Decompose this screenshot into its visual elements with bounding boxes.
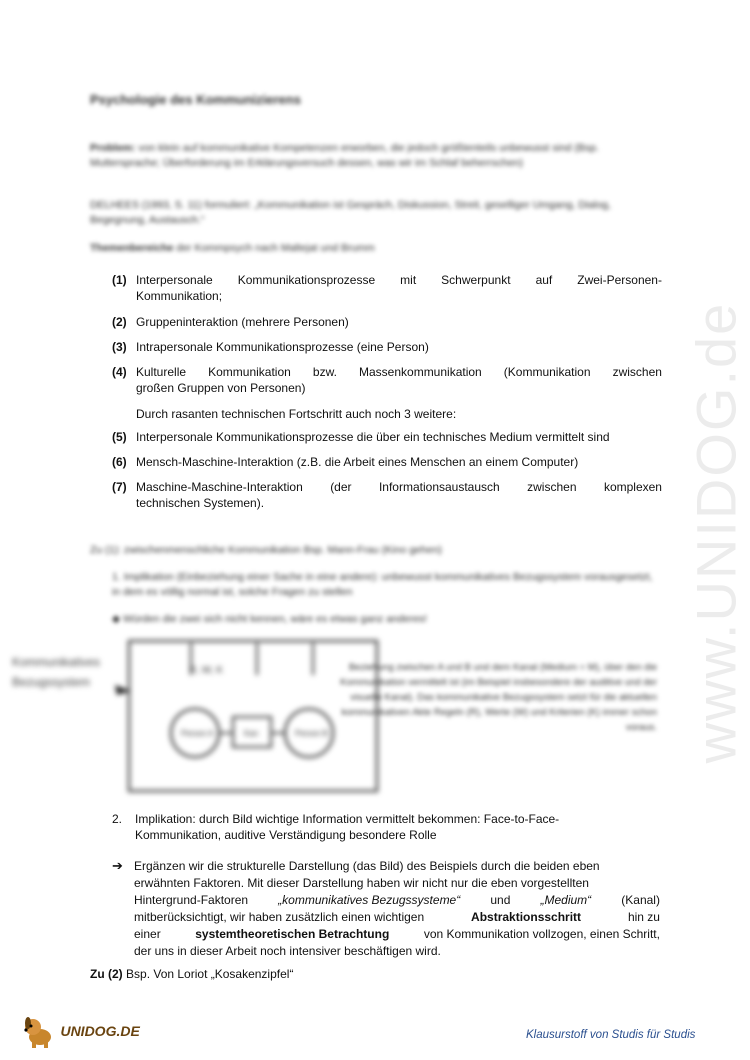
word: Zwei-Personen- [577,273,662,287]
word: Informationsaustausch [378,480,500,494]
item-number: (5) [112,430,127,444]
rwk-label: R, W, K [189,665,223,676]
zu1-implikation [112,570,660,600]
zu2-line [90,967,293,981]
dog-icon [22,1015,56,1049]
zu1-heading: Zu (1): zwischenmenschliche Kommunikation Bsp. Mann-Frau (Kino gehen) [90,544,442,556]
list-item [112,314,662,330]
para-line: Hintergrund-Faktoren „kommunikatives Bezugssysteme“ und „Medium“ (Kanal) [134,893,660,907]
person-b-label: Person B [295,729,328,738]
list-item [112,272,662,304]
word: Massenkommunikation [359,365,482,379]
list-item [112,364,662,396]
word: Maschine-Maschine-Interaktion [136,480,303,494]
problem-paragraph [90,141,658,171]
watermark-text: www.UNIDOG.de [684,301,748,764]
item-line [136,272,662,288]
item-text: Durch rasanten technischen Fortschritt auch noch 3 weitere: [136,407,457,421]
problem-text: von klein auf kommunikative Kompetenzen erworben, die jedoch größtenteils unbewusst sind (Bsp. Muttersprache; Überforderung im Erklärungsversuch dessen, was wir im Schlaf beherrschen) [90,142,599,169]
word: auf [535,273,553,287]
list-note [112,406,662,422]
implikation-2 [112,811,662,843]
word: (Kommunikation [503,365,591,379]
word: komplexen [603,480,662,494]
list-item [112,454,662,470]
item-line [136,364,662,380]
delhees-quote: DELHEES (1993, S. 11) formuliert: „Kommunikation ist Gespräch, Diskussion, Streit, geselliger Umgang, Dialog, Begegnung, Austausch.“ [90,199,611,226]
diagram-caption: Beziehung zwischen A und B und dem Kanal (Medium = M), über den die Kommunikation vermittelt ist (im Beispiel insbesondere der auditive und der visuelle Kanal). Das kommunikative Bezugssystem setzt für die aktuellen kommunikativen Akte Regeln (R), Werte (W) und Kriterien (K) immer schon voraus. [340,662,657,733]
list-item [112,429,662,445]
word: (der [330,480,352,494]
zu1-bullet [112,612,660,627]
item-line: technischen Systemen). [136,496,265,510]
list-item [112,339,662,355]
para-line: erwähnten Faktoren. Mit dieser Darstellung haben wir nicht nur die eben vorgestellten [134,876,589,890]
para-line: einer systemtheoretischen Betrachtung von Kommunikation vollzogen, einen Schritt, [134,927,660,941]
arrow-bullet-icon: ➔ [112,858,123,873]
person-a-label: Person A [181,729,214,738]
zu2-label: Zu (2) [90,967,123,981]
item-text: Mensch-Maschine-Interaktion (z.B. die Arbeit eines Menschen an einem Computer) [136,455,579,469]
word: zwischen [612,365,662,379]
impl2-line: Implikation: durch Bild wichtige Information vermittelt bekommen: Face-to-Face- [135,812,560,826]
item-text: Gruppeninteraktion (mehrere Personen) [136,315,349,329]
footer-tagline: Klausurstoff von Studis für Studis [526,1029,696,1041]
bullet-text: Würden die zwei sich nicht kennen, wäre es etwas ganz anderes! [123,613,428,625]
list-item [112,479,662,511]
impl2-number: 2. [112,812,123,826]
impl-number: 1. [112,571,121,583]
item-number: (4) [112,365,127,379]
word: Kulturelle [136,365,187,379]
para-line: Ergänzen wir die strukturelle Darstellung (das Bild) des Beispiels durch die beiden eben [134,859,600,873]
diamond-bullet-icon: ◆ [112,613,121,625]
word: bzw. [312,365,337,379]
word: mit [400,273,417,287]
page-title: Psychologie des Kommunizierens [90,92,301,107]
word: Interpersonale [136,273,213,287]
diagram-side-label: Kommunikatives Bezugssystem [12,655,101,689]
word: Kommunikationsprozesse [237,273,376,287]
ergaenzen-paragraph [112,858,660,960]
item-text: Interpersonale Kommunikationsprozesse die über ein technisches Medium vermittelt sind [136,430,610,444]
themen-line [90,241,658,256]
item-line: Kommunikation; [136,289,223,303]
unidog-logo[interactable] [22,1015,140,1049]
item-number: (6) [112,455,127,469]
para-line: der uns in dieser Arbeit noch intensiver beschäftigen wird. [134,944,441,958]
item-number: (7) [112,480,127,494]
item-text: Intrapersonale Kommunikationsprozesse (eine Person) [136,340,429,354]
themen-text: der Kommpsych nach Maltejat und Brumm [176,242,375,254]
zu2-text: Bsp. Von Loriot „Kosakenzipfel“ [126,967,294,981]
item-number: (1) [112,273,127,287]
logo-text: UNIDOG.DE [60,1023,140,1040]
watermark [676,270,748,764]
item-number: (2) [112,315,127,329]
channel-label: Kan [244,729,259,738]
themen-label: Themenbereiche [90,242,174,254]
problem-label: Problem: [90,142,136,154]
item-number: (3) [112,340,127,354]
item-line: großen Gruppen von Personen) [136,381,306,395]
para-line: mitberücksichtigt, wir haben zusätzlich einen wichtigen Abstraktionsschritt hin zu [134,910,660,924]
item-line [136,479,662,495]
word: Kommunikation [208,365,291,379]
word: zwischen [527,480,577,494]
word: Schwerpunkt [441,273,511,287]
impl2-line: Kommunikation, auditive Verständigung besondere Rolle [135,828,437,842]
impl-text: Implikation (Einbeziehung einer Sache in eine andere): unbewusst kommunikatives Bezugssystem vorausgesetzt, in dem es völlig normal ist, solche Fragen zu stellen [112,571,653,598]
